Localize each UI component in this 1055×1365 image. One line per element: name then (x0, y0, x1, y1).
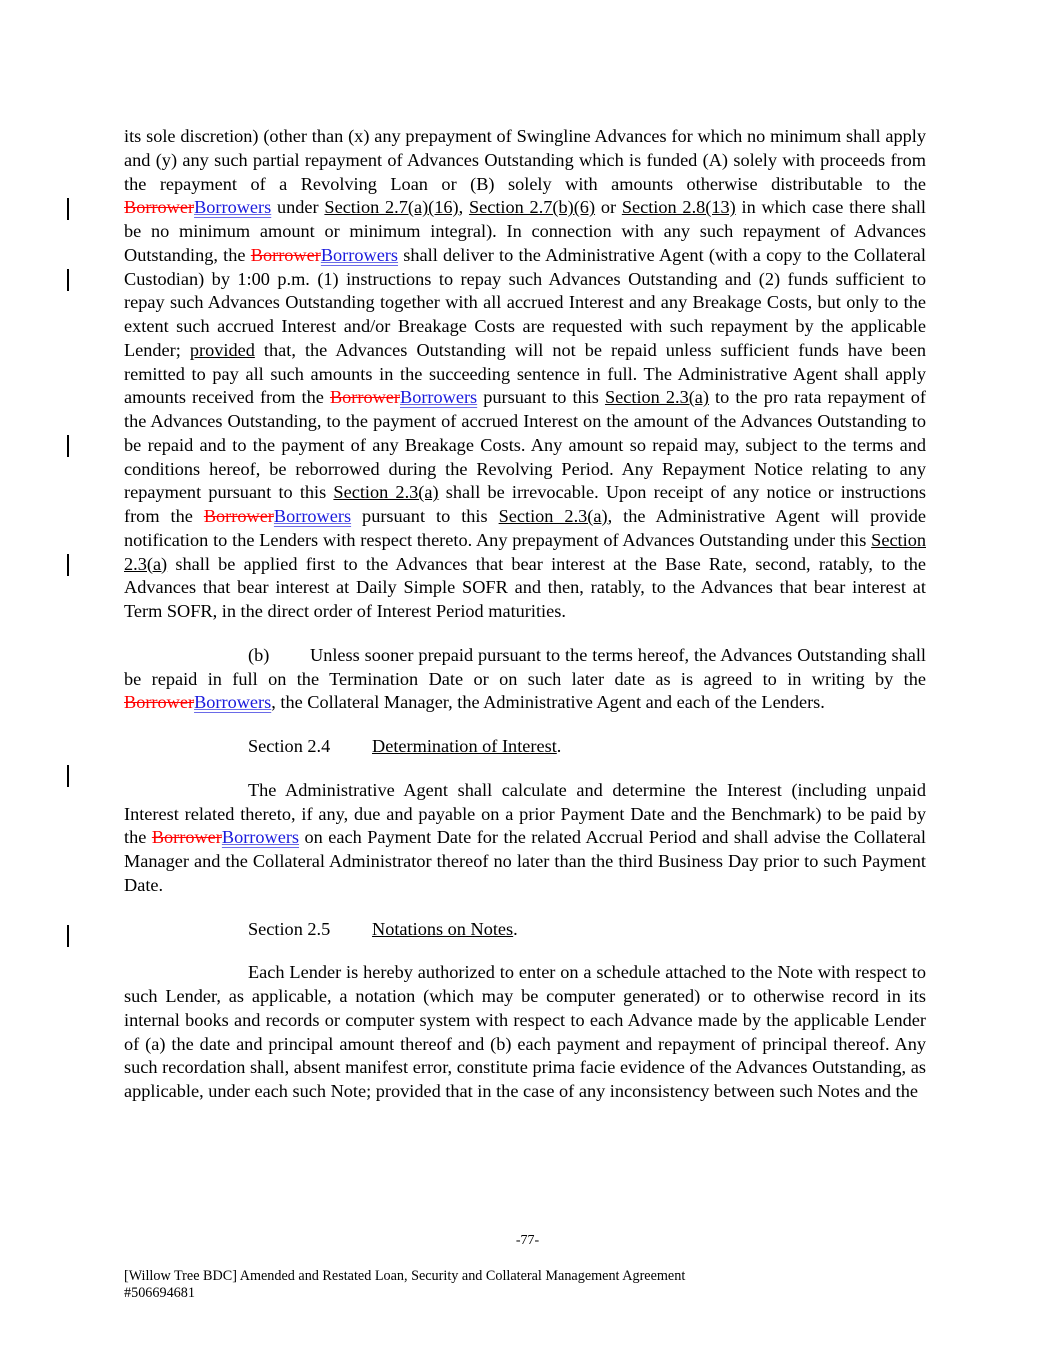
footer-doc-id: #506694681 (124, 1285, 195, 1301)
section-reference: Section 2.7(b)(6) (468, 197, 596, 218)
inserted-text: Borrowers (194, 692, 272, 713)
deleted-text: Borrower (250, 244, 321, 265)
section-heading-2-4: Section 2.4 Determination of Interest. (124, 735, 926, 759)
section-title: Determination of Interest (372, 736, 557, 756)
inserted-text: Borrowers (320, 244, 399, 265)
inserted-text: Borrowers (273, 506, 352, 526)
change-bar (67, 435, 69, 457)
paragraph-2-4: The Administrative Agent shall calculate and determine the Interest (including unpaid Interest related thereto, if any, due and payable on a prior Payment Date and the Benchmark) to be paid by the BorrowerBorrowers on each Payment Date for the related Accrual Period and shall advise the Collateral Manager and the Collateral Administrator thereof no later than the third Business Day prior to such Payment Date. (124, 779, 926, 895)
deleted-text: Borrower (124, 197, 195, 218)
section-reference: Section 2.8(13) (621, 197, 736, 218)
paragraph-2-5: Each Lender is hereby authorized to enter on a schedule attached to the Note with respect to such Lender, as applicable, a notation (which may be computer generated) or to otherwise record in its internal books and records or computer system with respect to each Advance made by the applicable Lender of (a) the date and principal amount thereof and (b) each payment and repayment of principal thereof. Any such recordation shall, absent manifest error, constitute prima facie evidence of the Advances Outstanding, as applicable, under each such Note; provided that in the case of any inconsistency between such Notes and the (124, 962, 926, 1101)
page-number: -77- (515, 1233, 540, 1248)
inserted-text: Borrowers (221, 827, 300, 848)
paragraph-2-3-a-continued: its sole discretion) (other than (x) any prepayment of Swingline Advances for which no minimum shall apply and (y) any such partial repayment of Advances Outstanding which is funded (A) solely with proceeds from the repayment of a Revolving Loan or (B) solely with amounts otherwise distributable to the BorrowerBorrowers under Section 2.7(a)(16), Section 2.7(b)(6) or Section 2.8(13) in which case there shall be no minimum amount or minimum integral). In connection with any such repayment of Advances Outstanding, the BorrowerBorrowers shall deliver to the Administrative Agent (with a copy to the Collateral Custodian) by 1:00 p.m. (1) instructions to repay such Advances Outstanding and (2) funds sufficient to repay such Advances Outstanding together with all accrued Interest and any Breakage Costs, but only to the extent such accrued Interest and/or Breakage Costs are requested with such repayment by the applicable Lender; provided that, the Advances Outstanding will not be repaid unless sufficient funds have been remitted to pay all such amounts in the succeeding sentence in full. The Administrative Agent shall apply amounts received from the BorrowerBorrowers pursuant to this Section 2.3(a) to the pro rata repayment of the Advances Outstanding, to the payment of accrued Interest on the amount of the Advances Outstanding to be repaid and to the payment of any Breakage Costs. Any amount so repaid may, subject to the terms and conditions hereof, be reborrowed during the Revolving Period. Any Repayment Notice relating to any repayment pursuant to this Section 2.3(a) shall be irrevocable. Upon receipt of any notice or instructions from the BorrowerBorrowers pursuant to this Section 2.3(a), the Administrative Agent will provide notification to the Lenders with respect thereto. Any prepayment of Advances Outstanding under this Section 2.3(a) shall be applied first to the Advances that bear interest at the Base Rate, second, ratably, to the Advances that bear interest at Daily Simple SOFR and then, ratably, to the Advances that bear interest at Term SOFR, in the direct order of Interest Period maturities. (124, 126, 927, 621)
change-bar (67, 765, 69, 787)
footer-title: [Willow Tree BDC] Amended and Restated Loan, Security and Collateral Management Agreement (124, 1268, 686, 1284)
section-heading-2-5: Section 2.5 Notations on Notes. (124, 918, 926, 942)
section-reference: Section 2.3(a) (333, 482, 439, 503)
deleted-text: Borrower (329, 387, 400, 408)
section-reference: Section 2.3(a) (498, 506, 608, 526)
inserted-text: Borrowers (194, 197, 272, 218)
deleted-text: Borrower (124, 692, 195, 713)
section-title: Notations on Notes (372, 918, 514, 939)
provided-term: provided (189, 339, 255, 360)
section-reference: Section 2.7(a)(16) (324, 197, 459, 218)
change-bar (67, 269, 69, 291)
change-bar (67, 554, 69, 576)
footer (124, 1268, 685, 1302)
change-bar (67, 198, 69, 220)
deleted-text: Borrower (151, 827, 222, 848)
section-number: Section 2.4 (248, 736, 331, 756)
inserted-text: Borrowers (400, 387, 478, 408)
section-reference: Section 2.3(a) (604, 387, 709, 408)
deleted-text: Borrower (203, 506, 274, 526)
section-number: Section 2.5 (248, 918, 331, 939)
section-reference: Section 2.3(a) (124, 529, 926, 574)
subparagraph-label: (b) (248, 644, 270, 665)
document-page (124, 125, 926, 1104)
paragraph-2-3-b: (b) Unless sooner prepaid pursuant to the terms hereof, the Advances Outstanding shall be repaid in full on the Termination Date or on such later date as is agreed to in writing by the BorrowerBorrowers, the Collateral Manager, the Administrative Agent and each of the Lenders. (124, 644, 926, 713)
change-bar (67, 925, 69, 947)
